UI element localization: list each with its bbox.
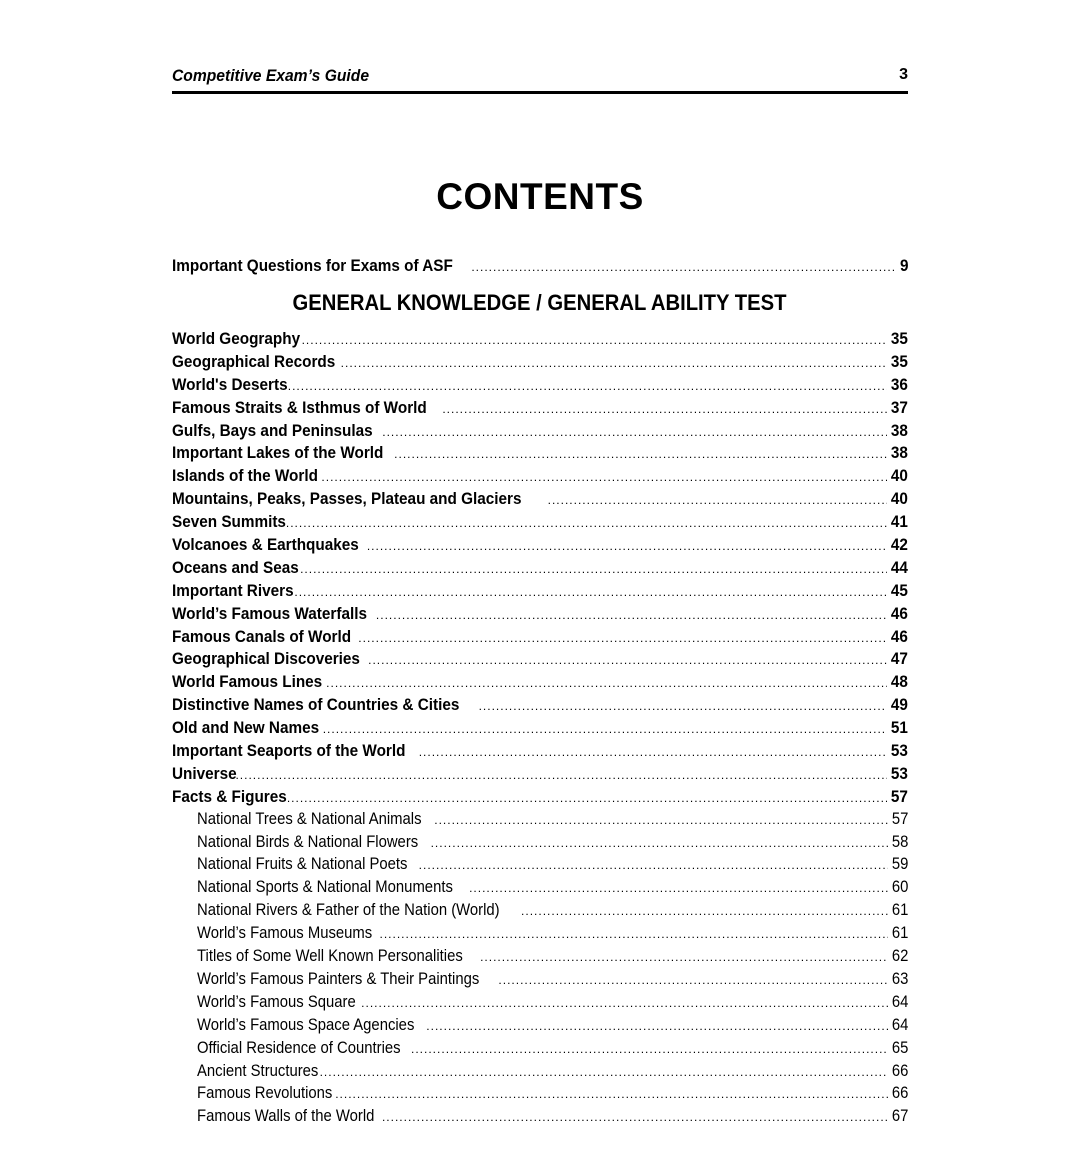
toc-entry-page: 9 (899, 256, 908, 275)
toc-entry (172, 329, 908, 352)
toc-entry-label: Ancient Structures (197, 1061, 319, 1080)
dot-leader (426, 1019, 887, 1033)
toc-subentry (172, 855, 908, 878)
toc-entry (172, 627, 908, 650)
toc-subentry (172, 810, 908, 833)
page-number: 3 (899, 66, 908, 83)
toc-entry (172, 695, 908, 718)
toc-entry (172, 604, 908, 627)
toc-entry (172, 443, 908, 466)
toc-entry-page: 36 (890, 374, 908, 394)
toc-entry-label: National Sports & National Monuments (197, 878, 453, 897)
dot-leader (320, 1065, 888, 1079)
toc-subentry (172, 947, 908, 970)
toc-entry-page: 35 (890, 351, 908, 371)
toc-subentry (172, 993, 908, 1016)
dot-leader (302, 333, 887, 347)
toc-entry-page: 57 (891, 809, 908, 828)
dot-leader (288, 379, 887, 393)
toc-entry-page: 58 (891, 832, 908, 851)
toc-entry-page: 46 (890, 603, 908, 623)
running-header (172, 66, 908, 90)
toc-entry-page: 35 (890, 329, 908, 348)
toc-list (172, 329, 908, 1130)
dot-leader (326, 676, 887, 690)
toc-entry-page: 61 (891, 901, 908, 920)
toc-entry-label: Important Lakes of the World (172, 443, 384, 463)
toc-entry-page: 61 (891, 924, 908, 943)
toc-entry-label: World’s Famous Space Agencies (197, 1015, 415, 1034)
contents-title: CONTENTS (436, 176, 644, 217)
toc-entry-page: 53 (890, 741, 908, 761)
dot-leader (382, 425, 887, 439)
toc-entry-page: 51 (890, 718, 908, 738)
section-heading (0, 290, 1080, 316)
toc-entry (172, 398, 908, 421)
toc-entry (172, 787, 908, 810)
dot-leader (323, 722, 887, 736)
dot-leader (431, 836, 888, 850)
toc-subentry (172, 1039, 908, 1062)
toc-entry-label: Famous Revolutions (197, 1084, 333, 1103)
toc-entry-label: Gulfs, Bays and Peninsulas (172, 420, 373, 440)
toc-entry-page: 62 (891, 947, 908, 966)
header-rule (172, 91, 908, 94)
toc-entry-label: Distinctive Names of Countries & Cities (172, 695, 460, 715)
toc-subentry (172, 833, 908, 856)
toc-entry-label: Mountains, Peaks, Passes, Plateau and Glaciers (172, 489, 522, 509)
toc-entry-label: World Geography (172, 329, 301, 348)
dot-leader (358, 631, 887, 645)
dot-leader (394, 447, 887, 461)
toc-entry-page: 63 (891, 969, 908, 988)
toc-entry (172, 421, 908, 444)
dot-leader (469, 881, 888, 895)
toc-entry-label: World’s Famous Museums (197, 924, 373, 943)
dot-leader (321, 470, 887, 484)
dot-leader (376, 608, 887, 622)
dot-leader (286, 516, 887, 530)
toc-entry (172, 489, 908, 512)
toc-entry-page: 38 (890, 420, 908, 440)
dot-leader (368, 653, 887, 667)
dot-leader (382, 1110, 888, 1124)
toc-subentry (172, 901, 908, 924)
toc-entry-label: Official Residence of Countries (197, 1038, 401, 1057)
toc-entry-page: 40 (890, 489, 908, 509)
toc-entry (172, 466, 908, 489)
toc-entry-page: 42 (890, 535, 908, 555)
dot-leader (231, 768, 887, 782)
toc-entry (172, 535, 908, 558)
toc-entry (172, 352, 908, 375)
dot-leader (379, 927, 887, 941)
toc-entry-label: World’s Famous Waterfalls (172, 603, 367, 623)
toc-subentry (172, 1107, 908, 1130)
toc-entry-label: Famous Walls of the World (197, 1107, 375, 1126)
toc-entry-label: Old and New Names (172, 718, 320, 738)
dot-leader (367, 539, 887, 553)
toc-entry (172, 649, 908, 672)
toc-entry-label: Important Rivers (172, 580, 294, 600)
toc-entry-page: 48 (890, 672, 908, 692)
dot-leader (471, 260, 896, 274)
toc-entry-label: Facts & Figures (172, 786, 287, 806)
toc-entry (172, 558, 908, 581)
dot-leader (411, 1042, 888, 1056)
toc-entry-page: 67 (891, 1107, 908, 1126)
toc-entry (172, 718, 908, 741)
toc-entry-page: 37 (890, 397, 908, 417)
toc-entry (172, 512, 908, 535)
toc-entry-label: World’s Famous Square (197, 992, 356, 1011)
toc-entry (172, 375, 908, 398)
toc-entry-page: 40 (890, 466, 908, 486)
toc-entry (172, 741, 908, 764)
toc-entry-page: 65 (891, 1038, 908, 1057)
section-heading-text: GENERAL KNOWLEDGE / GENERAL ABILITY TEST (292, 290, 788, 315)
toc-entry-label: Volcanoes & Earthquakes (172, 535, 359, 555)
running-title: Competitive Exam’s Guide (172, 66, 370, 85)
toc-entry-label: Famous Canals of World (172, 626, 352, 646)
toc-entry-label: Famous Straits & Isthmus of World (172, 397, 427, 417)
toc-entry-label: Important Questions for Exams of ASF (172, 256, 453, 275)
dot-leader (361, 996, 887, 1010)
dot-leader (341, 356, 887, 370)
toc-entry-page: 41 (890, 512, 908, 532)
toc-entry-page: 60 (891, 878, 908, 897)
dot-leader (548, 493, 887, 507)
toc-entry-label: Oceans and Seas (172, 557, 299, 577)
toc-subentry (172, 924, 908, 947)
toc-entry-intro (172, 256, 908, 279)
dot-leader (434, 813, 887, 827)
toc-entry (172, 581, 908, 604)
dot-leader (300, 562, 887, 576)
toc-entry-page: 59 (891, 855, 908, 874)
dot-leader (419, 745, 887, 759)
toc-subentry (172, 1084, 908, 1107)
toc-entry-page: 66 (891, 1084, 908, 1103)
toc-entry-page: 64 (891, 992, 908, 1011)
toc-entry-page: 64 (891, 1015, 908, 1034)
dot-leader (479, 699, 887, 713)
toc-entry-label: Titles of Some Well Known Personalities (197, 947, 463, 966)
toc-entry-page: 47 (890, 649, 908, 669)
dot-leader (419, 858, 888, 872)
toc-entry-label: Islands of the World (172, 466, 318, 486)
dot-leader (442, 402, 887, 416)
toc-entry-page: 57 (890, 786, 908, 806)
dot-leader (498, 973, 887, 987)
toc-entry-page: 38 (890, 443, 908, 463)
toc-entry-page: 45 (890, 580, 908, 600)
toc-entry-label: National Trees & National Animals (197, 809, 422, 828)
toc-subentry (172, 1062, 908, 1085)
toc-subentry (172, 1016, 908, 1039)
dot-leader (294, 585, 887, 599)
toc-entry-page: 44 (890, 557, 908, 577)
toc-entry-label: National Fruits & National Poets (197, 855, 408, 874)
toc-entry-label: World Famous Lines (172, 672, 323, 692)
toc-entry-label: World’s Famous Painters & Their Paintings (197, 969, 480, 988)
toc-entry (172, 672, 908, 695)
toc-entry-label: Universe (172, 763, 237, 783)
toc-entry-label: National Rivers & Father of the Nation (World) (197, 901, 500, 920)
dot-leader (287, 791, 887, 805)
toc-entry-page: 53 (890, 763, 908, 783)
intro-toc (172, 256, 908, 279)
toc-entry-label: World's Deserts (172, 374, 288, 394)
dot-leader (480, 950, 888, 964)
toc-entry-label: Important Seaports of the World (172, 741, 406, 761)
toc-subentry (172, 970, 908, 993)
dot-leader (521, 904, 888, 918)
toc-entry-page: 66 (891, 1061, 908, 1080)
toc-entry-label: Geographical Records (172, 351, 336, 371)
toc-entry (172, 764, 908, 787)
toc-entry-label: National Birds & National Flowers (197, 832, 419, 851)
dot-leader (335, 1087, 887, 1101)
toc-subentry (172, 878, 908, 901)
toc-entry-page: 46 (890, 626, 908, 646)
toc-entry-label: Seven Summits (172, 512, 286, 532)
toc-entry-label: Geographical Discoveries (172, 649, 360, 669)
toc-entry-page: 49 (890, 695, 908, 715)
